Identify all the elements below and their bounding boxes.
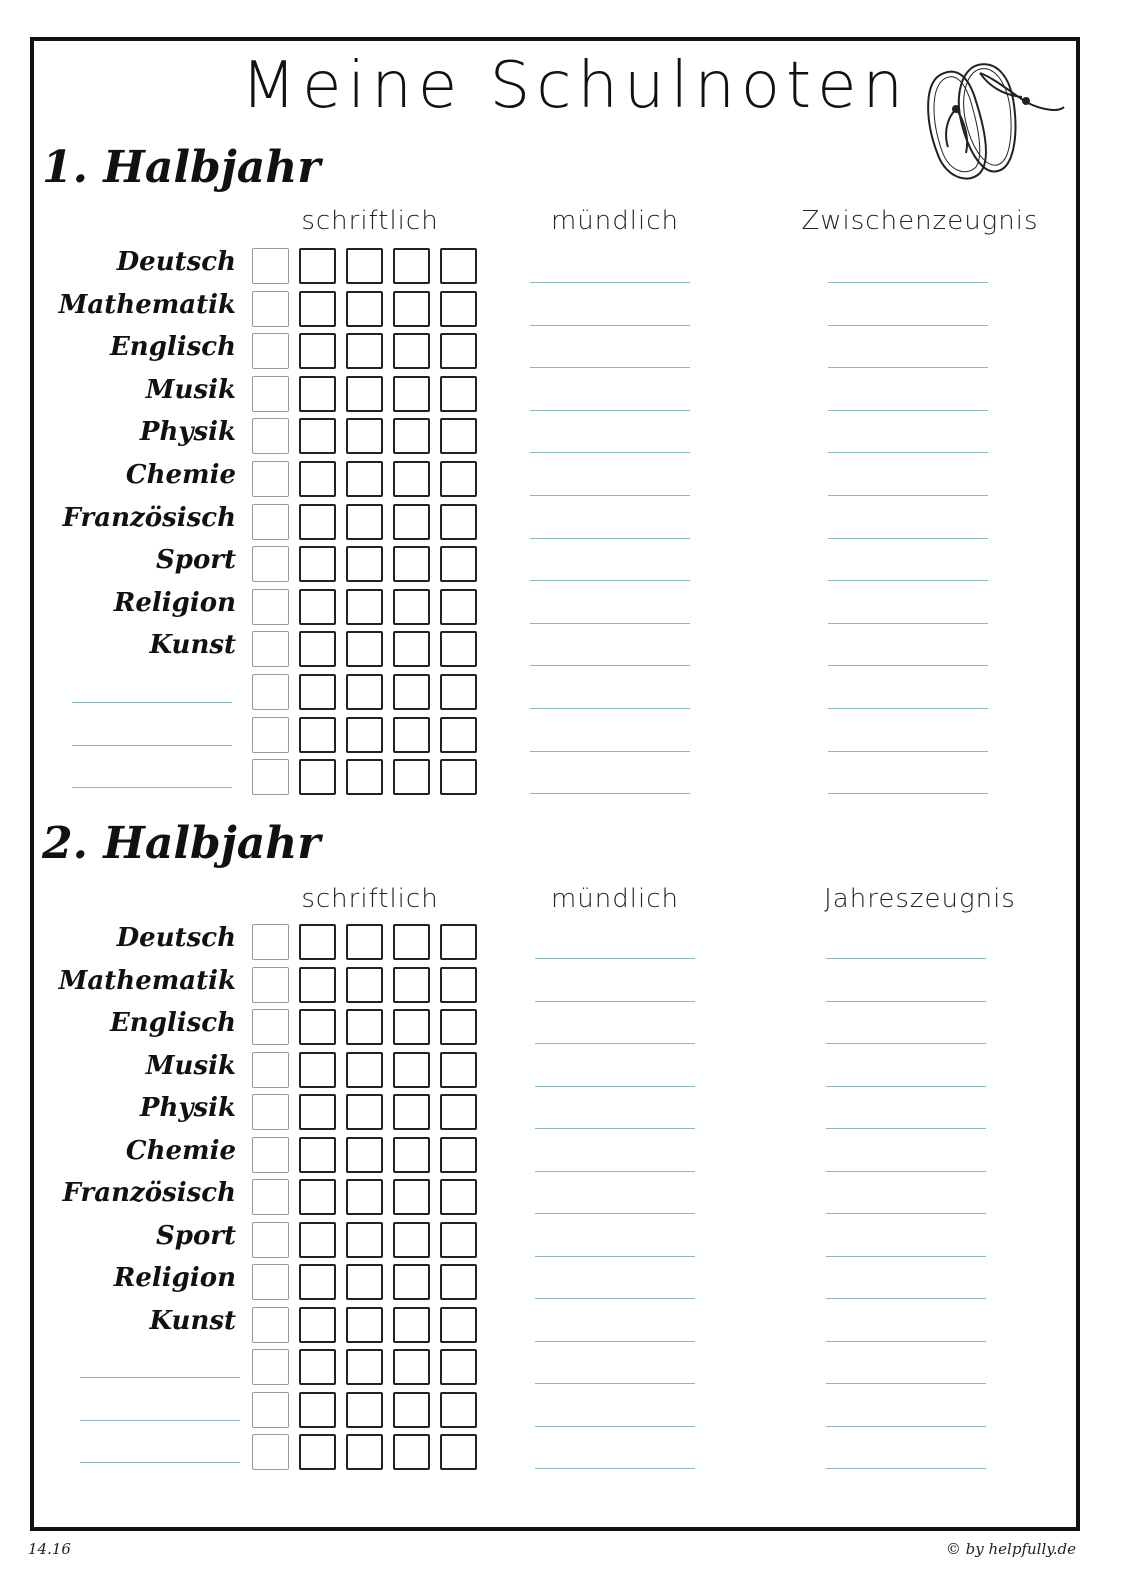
grade-box[interactable]	[299, 504, 336, 540]
grade-box[interactable]	[299, 1392, 336, 1428]
grade-box[interactable]	[252, 674, 289, 710]
grade-box[interactable]	[440, 1434, 477, 1470]
report-grade-line[interactable]	[826, 1086, 986, 1087]
grade-box[interactable]	[393, 1264, 430, 1300]
report-grade-line[interactable]	[828, 751, 988, 752]
grade-box[interactable]	[346, 1349, 383, 1385]
report-grade-line[interactable]	[828, 580, 988, 581]
footer-code: 14.16	[28, 1540, 71, 1558]
grade-box[interactable]	[346, 1434, 383, 1470]
grade-box[interactable]	[393, 376, 430, 412]
oral-grade-line[interactable]	[530, 665, 690, 666]
section-heading: 1. Halbjahr	[42, 142, 321, 193]
subject-label: Mathematik	[58, 290, 236, 320]
grade-box[interactable]	[252, 1264, 289, 1300]
grade-box[interactable]	[440, 1009, 477, 1045]
grade-box[interactable]	[252, 1094, 289, 1130]
grade-box[interactable]	[252, 333, 289, 369]
grade-box[interactable]	[393, 418, 430, 454]
subject-label: Physik	[139, 417, 236, 447]
grade-box[interactable]	[393, 1094, 430, 1130]
oral-grade-line[interactable]	[535, 1468, 695, 1469]
report-grade-line[interactable]	[826, 1426, 986, 1427]
grade-box[interactable]	[346, 1264, 383, 1300]
oral-grade-line[interactable]	[535, 1298, 695, 1299]
grade-box[interactable]	[393, 759, 430, 795]
oral-grade-line[interactable]	[535, 1171, 695, 1172]
grade-box[interactable]	[440, 1264, 477, 1300]
grade-box[interactable]	[299, 1009, 336, 1045]
grade-box[interactable]	[440, 1349, 477, 1385]
grade-box[interactable]	[299, 967, 336, 1003]
grade-box[interactable]	[299, 333, 336, 369]
subject-label: Religion	[113, 1263, 236, 1293]
report-grade-line[interactable]	[826, 1256, 986, 1257]
grade-box[interactable]	[393, 631, 430, 667]
grade-box[interactable]	[299, 1307, 336, 1343]
subject-label: Musik	[145, 375, 236, 405]
grade-box[interactable]	[393, 967, 430, 1003]
grade-box[interactable]	[393, 248, 430, 284]
grade-box[interactable]	[440, 967, 477, 1003]
grade-box[interactable]	[252, 1349, 289, 1385]
oral-grade-line[interactable]	[530, 452, 690, 453]
grade-box[interactable]	[440, 674, 477, 710]
grade-box[interactable]	[440, 631, 477, 667]
grade-box[interactable]	[346, 589, 383, 625]
grade-box[interactable]	[346, 631, 383, 667]
grade-box[interactable]	[346, 1392, 383, 1428]
blank-subject-line[interactable]	[72, 702, 232, 703]
report-grade-line[interactable]	[828, 495, 988, 496]
subject-label: Sport	[155, 1221, 236, 1251]
grade-box[interactable]	[299, 1264, 336, 1300]
grade-box[interactable]	[252, 1137, 289, 1173]
grade-box[interactable]	[393, 1434, 430, 1470]
grade-box[interactable]	[299, 1179, 336, 1215]
grade-box[interactable]	[252, 589, 289, 625]
grade-box[interactable]	[346, 759, 383, 795]
report-grade-line[interactable]	[828, 623, 988, 624]
grade-box[interactable]	[252, 759, 289, 795]
grade-box[interactable]	[440, 504, 477, 540]
subject-label: Musik	[145, 1051, 236, 1081]
grade-box[interactable]	[393, 1052, 430, 1088]
grade-box[interactable]	[299, 1434, 336, 1470]
grade-box[interactable]	[346, 674, 383, 710]
grade-box[interactable]	[346, 291, 383, 327]
grade-box[interactable]	[440, 333, 477, 369]
grade-box[interactable]	[252, 418, 289, 454]
blank-subject-line[interactable]	[80, 1420, 240, 1421]
grade-box[interactable]	[440, 248, 477, 284]
grade-box[interactable]	[299, 759, 336, 795]
grade-box[interactable]	[393, 546, 430, 582]
grade-box[interactable]	[393, 674, 430, 710]
oral-grade-line[interactable]	[530, 367, 690, 368]
grade-box[interactable]	[299, 291, 336, 327]
report-grade-line[interactable]	[828, 452, 988, 453]
grade-box[interactable]	[440, 376, 477, 412]
grade-box[interactable]	[346, 1179, 383, 1215]
oral-grade-line[interactable]	[535, 1426, 695, 1427]
grade-box[interactable]	[440, 291, 477, 327]
oral-grade-line[interactable]	[530, 282, 690, 283]
subject-label: Englisch	[109, 332, 236, 362]
oral-grade-line[interactable]	[535, 1383, 695, 1384]
grade-box[interactable]	[440, 1094, 477, 1130]
grade-box[interactable]	[299, 674, 336, 710]
grade-box[interactable]	[346, 376, 383, 412]
oral-grade-line[interactable]	[530, 538, 690, 539]
subject-label: Physik	[139, 1093, 236, 1123]
report-grade-line[interactable]	[826, 1383, 986, 1384]
oral-grade-line[interactable]	[530, 580, 690, 581]
grade-box[interactable]	[440, 1179, 477, 1215]
grade-box[interactable]	[346, 248, 383, 284]
grade-box[interactable]	[393, 1009, 430, 1045]
grade-box[interactable]	[252, 631, 289, 667]
grade-box[interactable]	[346, 1009, 383, 1045]
report-grade-line[interactable]	[826, 1128, 986, 1129]
grade-box[interactable]	[346, 1307, 383, 1343]
grade-box[interactable]	[252, 376, 289, 412]
grade-box[interactable]	[252, 546, 289, 582]
oral-grade-line[interactable]	[530, 495, 690, 496]
grade-box[interactable]	[299, 717, 336, 753]
grade-box[interactable]	[299, 631, 336, 667]
grade-box[interactable]	[393, 1222, 430, 1258]
report-grade-line[interactable]	[828, 282, 988, 283]
oral-grade-line[interactable]	[535, 1256, 695, 1257]
subject-label: Deutsch	[116, 247, 236, 277]
grade-box[interactable]	[299, 546, 336, 582]
grade-box[interactable]	[252, 1434, 289, 1470]
section-heading: 2. Halbjahr	[42, 818, 321, 869]
column-header-oral: mündlich	[550, 206, 679, 236]
grade-box[interactable]	[440, 1392, 477, 1428]
subject-label: Chemie	[125, 460, 236, 490]
grade-box[interactable]	[299, 1094, 336, 1130]
report-grade-line[interactable]	[828, 410, 988, 411]
column-header-report: Jahreszeugnis	[824, 884, 1016, 914]
grade-box[interactable]	[299, 1222, 336, 1258]
grade-box[interactable]	[440, 1222, 477, 1258]
grade-box[interactable]	[393, 1307, 430, 1343]
report-grade-line[interactable]	[828, 793, 988, 794]
grade-box[interactable]	[440, 924, 477, 960]
subject-label: Französisch	[62, 1178, 236, 1208]
report-grade-line[interactable]	[828, 708, 988, 709]
grade-box[interactable]	[393, 291, 430, 327]
report-grade-line[interactable]	[826, 1171, 986, 1172]
grade-box[interactable]	[252, 1052, 289, 1088]
column-header-oral: mündlich	[550, 884, 679, 914]
grade-box[interactable]	[346, 1222, 383, 1258]
report-grade-line[interactable]	[826, 1001, 986, 1002]
grade-box[interactable]	[346, 333, 383, 369]
report-grade-line[interactable]	[828, 367, 988, 368]
flip-flops-icon	[918, 55, 1070, 190]
grade-box[interactable]	[346, 418, 383, 454]
grade-box[interactable]	[252, 1009, 289, 1045]
report-grade-line[interactable]	[828, 538, 988, 539]
grade-box[interactable]	[252, 248, 289, 284]
oral-grade-line[interactable]	[530, 410, 690, 411]
grade-box[interactable]	[440, 461, 477, 497]
grade-box[interactable]	[299, 376, 336, 412]
subject-label: Sport	[155, 545, 236, 575]
grade-box[interactable]	[299, 248, 336, 284]
grade-box[interactable]	[440, 1307, 477, 1343]
report-grade-line[interactable]	[826, 1213, 986, 1214]
blank-subject-line[interactable]	[80, 1377, 240, 1378]
report-grade-line[interactable]	[828, 665, 988, 666]
grade-box[interactable]	[346, 717, 383, 753]
report-grade-line[interactable]	[826, 1298, 986, 1299]
page-title: Meine Schulnoten	[240, 49, 910, 123]
grade-box[interactable]	[440, 717, 477, 753]
subject-label: Französisch	[62, 503, 236, 533]
grade-box[interactable]	[252, 924, 289, 960]
oral-grade-line[interactable]	[530, 325, 690, 326]
oral-grade-line[interactable]	[530, 793, 690, 794]
grade-box[interactable]	[346, 1052, 383, 1088]
grade-box[interactable]	[393, 333, 430, 369]
grade-box[interactable]	[440, 1137, 477, 1173]
subject-label: Religion	[113, 588, 236, 618]
grade-box[interactable]	[346, 1137, 383, 1173]
oral-grade-line[interactable]	[535, 1043, 695, 1044]
grade-box[interactable]	[440, 418, 477, 454]
grade-box[interactable]	[346, 546, 383, 582]
grade-box[interactable]	[440, 1052, 477, 1088]
column-header-written: schriftlich	[301, 884, 439, 914]
grade-box[interactable]	[393, 717, 430, 753]
grade-box[interactable]	[440, 589, 477, 625]
column-header-written: schriftlich	[301, 206, 439, 236]
grade-box[interactable]	[393, 504, 430, 540]
grade-box[interactable]	[299, 589, 336, 625]
grade-box[interactable]	[299, 461, 336, 497]
grade-box[interactable]	[299, 418, 336, 454]
oral-grade-line[interactable]	[535, 1128, 695, 1129]
subject-label: Chemie	[125, 1136, 236, 1166]
oral-grade-line[interactable]	[535, 1341, 695, 1342]
grade-box[interactable]	[299, 1349, 336, 1385]
oral-grade-line[interactable]	[535, 958, 695, 959]
grade-box[interactable]	[393, 589, 430, 625]
oral-grade-line[interactable]	[530, 751, 690, 752]
grade-box[interactable]	[393, 924, 430, 960]
grade-box[interactable]	[393, 1179, 430, 1215]
grade-box[interactable]	[252, 504, 289, 540]
grade-box[interactable]	[252, 717, 289, 753]
grade-box[interactable]	[252, 461, 289, 497]
footer-copyright: © by helpfully.de	[945, 1540, 1076, 1558]
grade-box[interactable]	[393, 1137, 430, 1173]
grade-box[interactable]	[346, 504, 383, 540]
grade-box[interactable]	[252, 1392, 289, 1428]
grade-box[interactable]	[252, 291, 289, 327]
report-grade-line[interactable]	[828, 325, 988, 326]
oral-grade-line[interactable]	[530, 623, 690, 624]
subject-label: Kunst	[149, 630, 236, 660]
grade-box[interactable]	[299, 1052, 336, 1088]
report-grade-line[interactable]	[826, 958, 986, 959]
oral-grade-line[interactable]	[535, 1086, 695, 1087]
blank-subject-line[interactable]	[80, 1462, 240, 1463]
grade-box[interactable]	[393, 1349, 430, 1385]
subject-label: Englisch	[109, 1008, 236, 1038]
report-grade-line[interactable]	[826, 1341, 986, 1342]
report-grade-line[interactable]	[826, 1043, 986, 1044]
oral-grade-line[interactable]	[530, 708, 690, 709]
subject-label: Deutsch	[116, 923, 236, 953]
grade-box[interactable]	[346, 924, 383, 960]
column-header-report: Zwischenzeugnis	[801, 206, 1039, 236]
grade-box[interactable]	[393, 1392, 430, 1428]
grade-box[interactable]	[299, 924, 336, 960]
grade-box[interactable]	[252, 1222, 289, 1258]
grade-box[interactable]	[346, 1094, 383, 1130]
grade-box[interactable]	[346, 967, 383, 1003]
grade-box[interactable]	[252, 967, 289, 1003]
subject-label: Kunst	[149, 1306, 236, 1336]
subject-label: Mathematik	[58, 966, 236, 996]
report-grade-line[interactable]	[826, 1468, 986, 1469]
grade-box[interactable]	[299, 1137, 336, 1173]
blank-subject-line[interactable]	[72, 745, 232, 746]
grade-box[interactable]	[440, 759, 477, 795]
grade-box[interactable]	[252, 1179, 289, 1215]
oral-grade-line[interactable]	[535, 1001, 695, 1002]
grade-box[interactable]	[393, 461, 430, 497]
blank-subject-line[interactable]	[72, 787, 232, 788]
grade-box[interactable]	[440, 546, 477, 582]
oral-grade-line[interactable]	[535, 1213, 695, 1214]
grade-box[interactable]	[346, 461, 383, 497]
grade-box[interactable]	[252, 1307, 289, 1343]
